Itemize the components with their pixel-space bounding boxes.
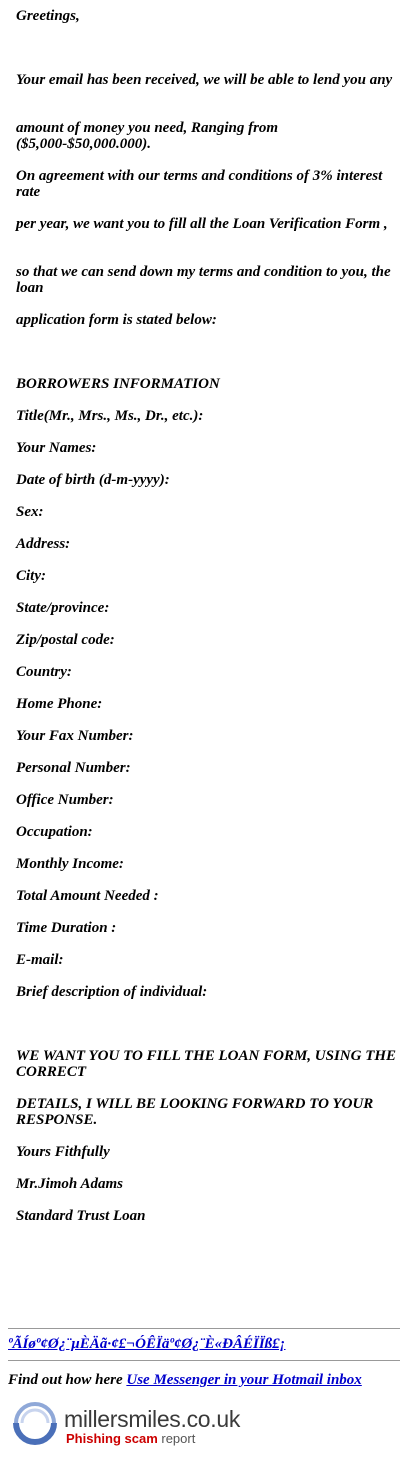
logo-sub-rest: report (161, 1431, 196, 1446)
intro-line-5: so that we can send down my terms and condition to you, the loan (16, 264, 391, 296)
find-out-line (8, 1372, 400, 1388)
intro-line-1: Your email has been received, we will be able to lend you any (16, 72, 393, 88)
sender-name: Mr.Jimoh Adams (16, 1176, 123, 1192)
form-field-email: E-mail: (16, 952, 64, 968)
section-heading: BORROWERS INFORMATION (16, 376, 220, 392)
footer-divider-bottom (8, 1360, 400, 1361)
garbled-link[interactable]: ºÃÍøº¢Ø¿¨µÈÄã·¢£¬ÓÊÏäº¢Ø¿¨È«ÐÂÉÏÏß£¡ (8, 1336, 286, 1352)
form-field-total-amount: Total Amount Needed : (16, 888, 159, 904)
greeting: Greetings, (16, 8, 80, 24)
intro-line-6: application form is stated below: (16, 312, 217, 328)
logo-sub-emphasis: Phishing scam (66, 1431, 158, 1446)
sender-org: Standard Trust Loan (16, 1208, 146, 1224)
footer-garbled-line (8, 1336, 400, 1352)
form-field-address: Address: (16, 536, 71, 552)
form-field-time-duration: Time Duration : (16, 920, 117, 936)
messenger-link[interactable]: Use Messenger in your Hotmail inbox (126, 1372, 362, 1388)
footer-divider-top (8, 1328, 400, 1329)
form-field-title: Title(Mr., Mrs., Ms., Dr., etc.): (16, 408, 204, 424)
millersmiles-logo[interactable] (8, 1400, 248, 1452)
form-field-occupation: Occupation: (16, 824, 93, 840)
form-field-home-phone: Home Phone: (16, 696, 103, 712)
closing-line-2: DETAILS, I WILL BE LOOKING FORWARD TO YOUR RESPONSE. (16, 1096, 374, 1128)
form-field-state: State/province: (16, 600, 110, 616)
intro-line-2: amount of money you need, Ranging from ($5,000-$50,000.000). (16, 120, 279, 152)
form-field-sex: Sex: (16, 504, 44, 520)
closing-line-1: WE WANT YOU TO FILL THE LOAN FORM, USING THE CORRECT (16, 1048, 397, 1080)
form-field-fax: Your Fax Number: (16, 728, 134, 744)
form-field-country: Country: (16, 664, 72, 680)
intro-line-4: per year, we want you to fill all the Loan Verification Form , (16, 216, 388, 232)
swirl-logo-icon (8, 1400, 64, 1452)
logo-subtitle (66, 1431, 195, 1446)
form-field-names: Your Names: (16, 440, 97, 456)
form-field-zip: Zip/postal code: (16, 632, 115, 648)
logo-brand: millersmiles.co.uk (64, 1406, 241, 1432)
form-field-description: Brief description of individual: (16, 984, 208, 1000)
form-field-city: City: (16, 568, 46, 584)
form-field-personal-number: Personal Number: (16, 760, 131, 776)
form-field-monthly-income: Monthly Income: (16, 856, 124, 872)
find-out-prefix: Find out how here (8, 1372, 123, 1388)
form-field-dob: Date of birth (d-m-yyyy): (16, 472, 170, 488)
form-field-office-number: Office Number: (16, 792, 114, 808)
intro-line-3: On agreement with our terms and conditions of 3% interest rate (16, 168, 383, 200)
signoff: Yours Fithfully (16, 1144, 110, 1160)
